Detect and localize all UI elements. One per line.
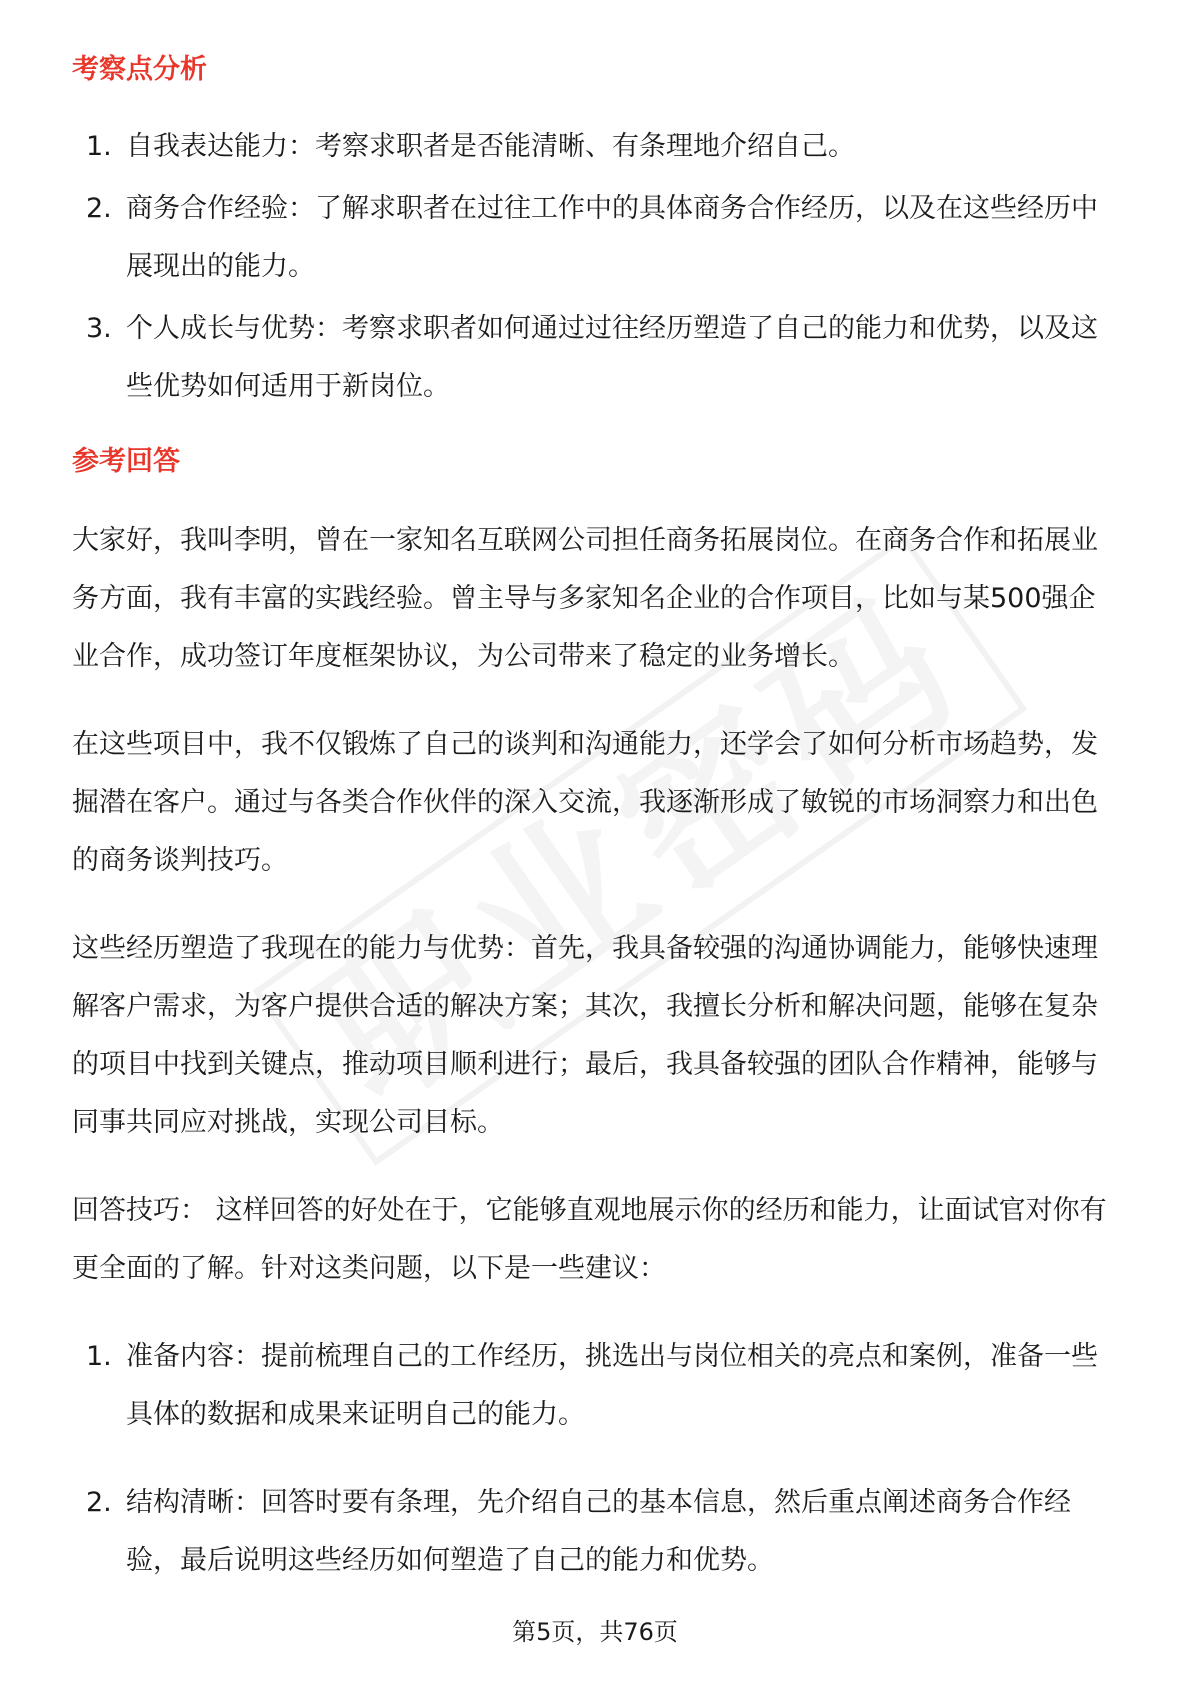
page-number-footer: 第5页，共76页 xyxy=(512,1618,678,1646)
list-text: 自我表达能力：考察求职者是否能清晰、有条理地介绍自己。 xyxy=(126,131,855,162)
analysis-heading: 考察点分析 xyxy=(72,54,207,85)
answer-paragraph: 在这些项目中，我不仅锻炼了自己的谈判和沟通能力，还学会了如何分析市场趋势，发掘潜在客户。通过与各类合作伙伴的深入交流，我逐渐形成了敏锐的市场洞察力和出色的商务谈判技巧。 xyxy=(72,729,1098,876)
list-number: 1. xyxy=(86,1341,112,1372)
list-number: 2. xyxy=(86,1487,112,1518)
answer-heading: 参考回答 xyxy=(72,446,180,477)
list-number: 3. xyxy=(86,313,112,344)
answer-paragraph: 大家好，我叫李明，曾在一家知名互联网公司担任商务拓展岗位。在商务合作和拓展业务方面，我有丰富的实践经验。曾主导与多家知名企业的合作项目，比如与某500强企业合作，成功签订年度框架协议，为公司带来了稳定的业务增长。 xyxy=(72,525,1098,672)
list-item xyxy=(72,180,1122,296)
analysis-list xyxy=(72,118,1122,416)
list-number: 2. xyxy=(86,193,112,224)
page-content xyxy=(72,50,1122,1590)
list-item xyxy=(72,118,1122,176)
list-item xyxy=(72,1328,1122,1444)
list-text: 商务合作经验：了解求职者在过往工作中的具体商务合作经历，以及在这些经历中展现出的能力。 xyxy=(126,193,1098,282)
answer-paragraph: 这些经历塑造了我现在的能力与优势：首先，我具备较强的沟通协调能力，能够快速理解客户需求，为客户提供合适的解决方案；其次，我擅长分析和解决问题，能够在复杂的项目中找到关键点，推动项目顺利进行；最后，我具备较强的团队合作精神，能够与同事共同应对挑战，实现公司目标。 xyxy=(72,933,1098,1138)
list-text: 准备内容：提前梳理自己的工作经历，挑选出与岗位相关的亮点和案例，准备一些具体的数据和成果来证明自己的能力。 xyxy=(126,1341,1098,1430)
list-text: 结构清晰：回答时要有条理，先介绍自己的基本信息，然后重点阐述商务合作经验，最后说明这些经历如何塑造了自己的能力和优势。 xyxy=(126,1487,1071,1576)
list-number: 1. xyxy=(86,131,112,162)
list-item xyxy=(72,1474,1122,1590)
tips-intro-paragraph: 回答技巧： 这样回答的好处在于，它能够直观地展示你的经历和能力，让面试官对你有更全面的了解。针对这类问题，以下是一些建议： xyxy=(72,1195,1107,1284)
list-text: 个人成长与优势：考察求职者如何通过过往经历塑造了自己的能力和优势，以及这些优势如何适用于新岗位。 xyxy=(126,313,1098,402)
list-item xyxy=(72,300,1122,416)
tips-list xyxy=(72,1328,1122,1590)
